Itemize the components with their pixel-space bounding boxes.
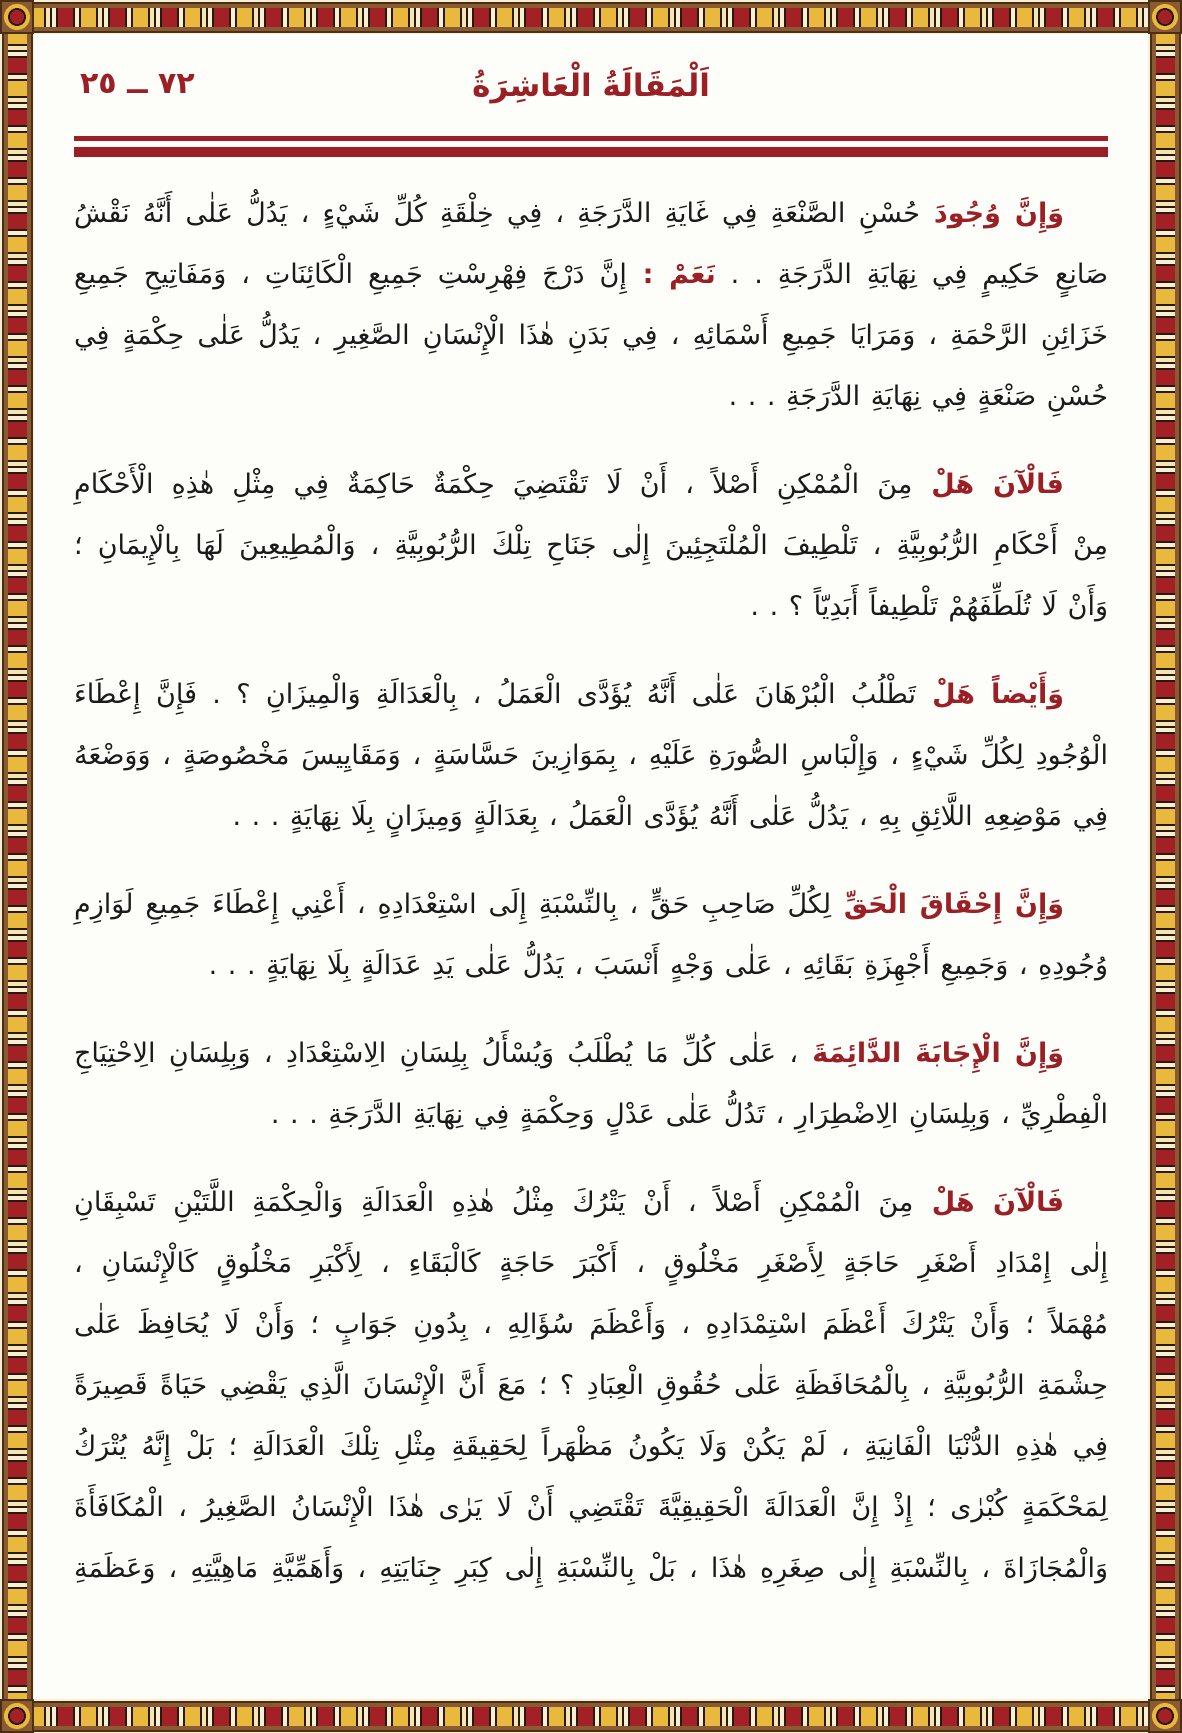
divider-thick-line: [74, 147, 1108, 157]
text-run: مِنَ الْمُمْكِنِ أَصْلاً ، أَنْ يَتْرُكَ مِثْلُ هٰذِهِ الْعَدَالَةِ وَالْحِكْمَةِ اللَّتَيْنِ تَسْبِقَانِ: [74, 1187, 914, 1218]
text-run: حُسْنِ الصَّنْعَةِ فِي غَايَةِ الدَّرَجَةِ ، فِي خِلْقَةِ كُلِّ شَيْءٍ ، يَدُلُّ عَلٰى أَنَّهُ نَقْشُ: [74, 198, 920, 229]
highlighted-phrase: نَعَمْ :: [626, 259, 716, 290]
highlighted-phrase: وَإِنَّ الْإِجَابَةَ الدَّائِمَةَ: [798, 1038, 1065, 1069]
paragraph-line: [74, 1084, 1108, 1145]
text-run: إِلٰى إِمْدَادِ أَصْغَرِ حَاجَةٍ لِأَصْغَرِ مَخْلُوقٍ ، أَكْبَرَ حَاجَةٍ كَالْبَقَاءِ ، لِأَكْبَرِ مَخْلُوقٍ كَالْإِنْسَانِ ،: [74, 1248, 1108, 1279]
text-run: وُجُودِهِ ، وَجَمِيعِ أَجْهِزَةِ بَقَائِهِ ، عَلٰى وَجْهٍ أَنْسَبَ ، يَدُلُّ عَلٰى يَدِ عَدَالَةٍ بِلَا نِهَايَةٍ . . .: [208, 950, 1108, 981]
text-run: مِنَ الْمُمْكِنِ أَصْلاً ، أَنْ لَا تَقْتَضِيَ حِكْمَةٌ حَاكِمَةٌ فِي مِثْلِ هٰذِهِ الْأَحْكَامِ: [74, 469, 913, 500]
frame-corner-bottom-right: [1148, 1699, 1182, 1733]
highlighted-phrase: فَالْآنَ هَلْ: [912, 469, 1064, 500]
paragraph-line: [74, 1233, 1108, 1294]
text-run: إِنَّ دَرْجَ فِهْرِسْتِ جَمِيعِ الْكَائِنَاتِ ، وَمَفَاتِيحِ جَمِيعِ: [74, 259, 627, 290]
highlighted-phrase: وَإِنَّ وُجُودَ: [919, 198, 1064, 229]
paragraph: [74, 664, 1108, 847]
frame-corner-top-right: [1148, 0, 1182, 34]
paragraph-line: [74, 1172, 1108, 1233]
paragraph-line: [74, 1416, 1108, 1477]
paragraph-line: [74, 1355, 1108, 1416]
paragraph-line: [74, 1477, 1108, 1538]
text-run: فِي مَوْضِعِهِ اللَّائِقِ بِهِ ، يَدُلُّ عَلٰى أَنَّهُ يُؤَدَّى الْعَمَلُ ، بِعَدَالَةٍ وَمِيزَانٍ بِلَا نِهَايَةٍ . . .: [232, 801, 1108, 832]
paragraph: [74, 183, 1108, 427]
text-run: الْفِطْرِيِّ ، وَبِلِسَانِ الِاضْطِرَارِ ، تَدُلُّ عَلٰى عَدْلٍ وَحِكْمَةٍ فِي نِهَايَةِ الدَّرَجَةِ . . .: [270, 1099, 1108, 1130]
paragraph: [74, 454, 1108, 637]
paragraph-line: [74, 515, 1108, 576]
text-run: وَالْمُجَازَاةَ ، بِالنِّسْبَةِ إِلٰى صِغَرِهِ هٰذَا ، بَلْ بِالنِّسْبَةِ إِلٰى كِبَرِ جِنَايَتِهِ ، وَأَهَمِّيَّةِ مَاهِيَّتِهِ ، وَعَظَمَةِ: [74, 1553, 1108, 1584]
text-run: فِي هٰذِهِ الدُّنْيَا الْفَانِيَةِ ، لَمْ يَكُنْ وَلَا يَكُونُ مَظْهَراً لِحَقِيقَةِ مِثْلِ تِلْكَ الْعَدَالَةِ ؛ بَلْ إِنَّهُ يُتْرَكُ: [74, 1431, 1108, 1462]
paragraph-line: [74, 935, 1108, 996]
paragraph-line: [74, 1023, 1108, 1084]
paragraph-line: [74, 1294, 1108, 1355]
highlighted-phrase: فَالْآنَ هَلْ: [913, 1187, 1065, 1218]
paragraph-line: [74, 874, 1108, 935]
frame-border-right: [1148, 0, 1182, 1733]
text-run: مُهْمَلاً ؛ وَأَنْ يَتْرُكَ أَعْظَمَ اسْتِمْدَادِهِ ، وَأَعْظَمَ سُؤَالِهِ ، بِدُونِ جَوَابٍ ؛ وَأَنْ لَا يُحَافِظَ عَلٰى: [74, 1309, 1108, 1340]
text-run: لِكُلِّ صَاحِبِ حَقٍّ ، بِالنِّسْبَةِ إِلَى اسْتِعْدَادِهِ ، أَعْنِي إِعْطَاءَ جَمِيعِ لَوَازِمِ: [74, 889, 832, 920]
highlighted-phrase: وَإِنَّ إِحْقَاقَ الْحَقِّ: [831, 889, 1064, 920]
paragraph-line: [74, 786, 1108, 847]
paragraph-line: [74, 725, 1108, 786]
page-number: ٧٢ ــ ٢٥: [80, 66, 195, 101]
paragraph-line: [74, 183, 1108, 244]
paragraph-line: [74, 664, 1108, 725]
paragraph-line: [74, 576, 1108, 637]
text-run: حُسْنِ صَنْعَةٍ فِي نِهَايَةِ الدَّرَجَةِ . . .: [728, 381, 1108, 412]
paragraph: [74, 1023, 1108, 1145]
text-run: خَزَائِنِ الرَّحْمَةِ ، وَمَرَايَا جَمِيعِ أَسْمَائِهِ ، فِي بَدَنِ هٰذَا الْإِنْسَانِ الصَّغِيرِ ، يَدُلُّ عَلٰى حِكْمَةٍ فِي: [74, 320, 1108, 351]
paragraph-line: [74, 366, 1108, 427]
paragraph: [74, 874, 1108, 996]
body-text: [74, 183, 1108, 1599]
text-run: الْوُجُودِ لِكُلِّ شَيْءٍ ، وَإِلْبَاسِ الصُّورَةِ عَلَيْهِ ، بِمَوَازِينَ حَسَّاسَةٍ ، وَمَقَايِيسَ مَخْصُوصَةٍ ، وَوَضْعَهُ: [74, 740, 1108, 771]
page-content: [34, 34, 1148, 1699]
paragraph: [74, 1172, 1108, 1599]
text-run: مِنْ أَحْكَامِ الرُّبُوبِيَّةِ ، تَلْطِيفَ الْمُلْتَجِئِينَ إِلٰى جَنَاحِ تِلْكَ الرُّبُوبِيَّةِ ، وَالْمُطِيعِينَ لَهَا بِالْإِيمَانِ ؛: [74, 530, 1108, 561]
page-title: اَلْمَقَالَةُ الْعَاشِرَةُ: [472, 68, 710, 104]
page-header: [74, 60, 1108, 134]
paragraph-line: [74, 454, 1108, 515]
frame-corner-bottom-left: [0, 1699, 34, 1733]
text-run: ، عَلٰى كُلِّ مَا يُطْلَبُ وَيُسْأَلُ بِلِسَانِ الِاسْتِعْدَادِ ، وَبِلِسَانِ الِاحْتِيَاجِ: [74, 1038, 799, 1069]
text-run: تَطْلُبُ الْبُرْهَانَ عَلٰى أَنَّهُ يُؤَدَّى الْعَمَلُ ، بِالْعَدَالَةِ وَالْمِيزَانِ ؟ . فَإِنَّ إِعْطَاءَ: [74, 679, 916, 710]
paragraph-line: [74, 244, 1108, 305]
paragraph-line: [74, 1538, 1108, 1599]
text-run: صَانِعٍ حَكِيمٍ فِي نِهَايَةِ الدَّرَجَةِ . .: [715, 259, 1108, 290]
paragraph-line: [74, 305, 1108, 366]
frame-border-left: [0, 0, 34, 1733]
frame-corner-top-left: [0, 0, 34, 34]
frame-border-top: [0, 0, 1182, 34]
text-run: حِشْمَةِ الرُّبُوبِيَّةِ ، بِالْمُحَافَظَةِ عَلٰى حُقُوقِ الْعِبَادِ ؟ ؛ مَعَ أَنَّ الْإِنْسَانَ الَّذِي يَقْضِي حَيَاةً قَصِيرَةً: [74, 1370, 1108, 1401]
header-divider: [74, 136, 1108, 157]
highlighted-phrase: وَأَيْضاً هَلْ: [915, 679, 1064, 710]
frame-border-bottom: [0, 1699, 1182, 1733]
text-run: وَأَنْ لَا تُلَطِّفَهُمْ تَلْطِيفاً أَبَدِيّاً ؟ . .: [750, 591, 1108, 622]
text-run: لِمَحْكَمَةٍ كُبْرٰى ؛ إِذْ إِنَّ الْعَدَالَةَ الْحَقِيقِيَّةَ تَقْتَضِي أَنْ لَا يَرٰى هٰذَا الْإِنْسَانُ الصَّغِيرُ ، الْمُكَافَأَةَ: [74, 1492, 1108, 1523]
